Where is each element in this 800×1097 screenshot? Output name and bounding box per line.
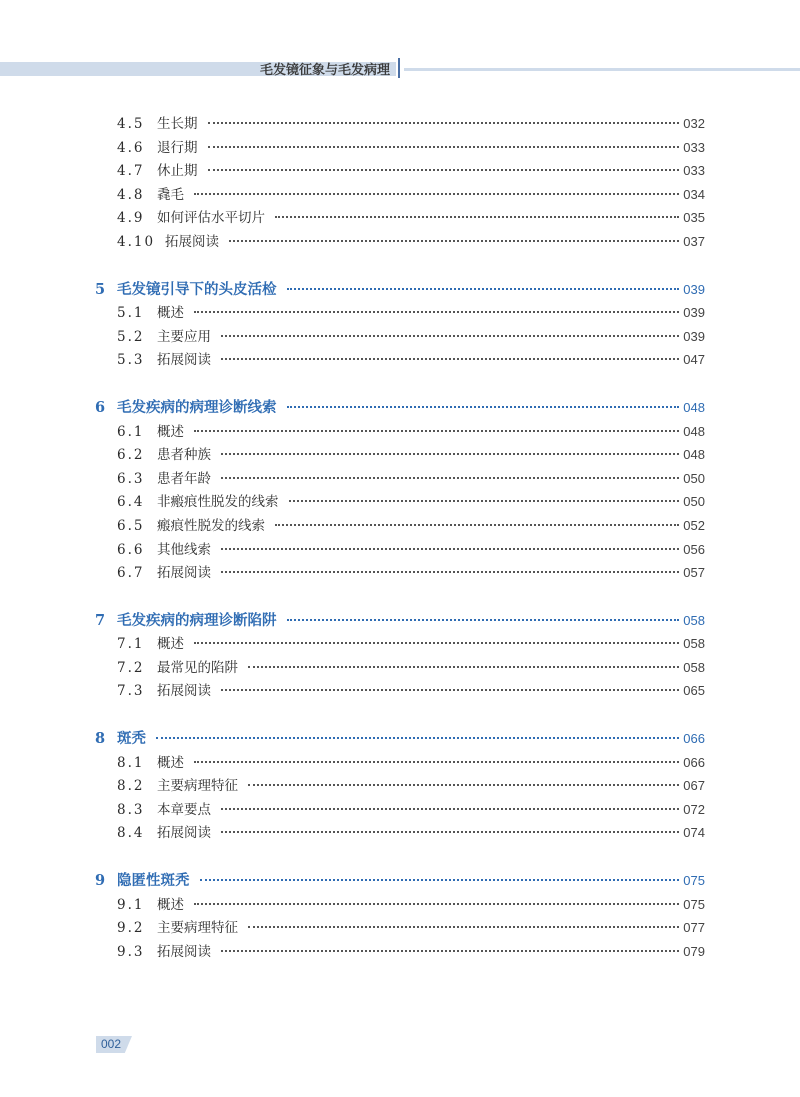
toc-entry-title: 拓展阅读 <box>157 943 211 960</box>
toc-leader-dots <box>156 737 679 739</box>
toc-leader-dots <box>221 358 679 360</box>
toc-entry-title: 本章要点 <box>157 801 211 818</box>
toc-leader-dots <box>194 761 679 763</box>
toc-leader-dots <box>275 216 679 218</box>
toc-entry-title: 拓展阅读 <box>157 352 211 369</box>
toc-entry-number: 4.6 <box>117 139 145 156</box>
toc-entry-page: 075 <box>683 896 705 912</box>
toc-section-entry[interactable] <box>95 159 705 183</box>
toc-entry-page: 033 <box>683 139 705 155</box>
toc-entry-number: 4.10 <box>117 233 156 250</box>
toc-entry-page: 039 <box>683 305 705 321</box>
toc-chapter-entry[interactable] <box>95 396 705 420</box>
toc-leader-dots <box>287 619 680 621</box>
toc-chapter-entry[interactable] <box>95 609 705 633</box>
toc-entry-number: 6.5 <box>117 517 145 534</box>
toc-entry-page: 039 <box>683 328 705 344</box>
toc-entry-title: 生长期 <box>157 116 198 132</box>
toc-entry-title: 如何评估水平切片 <box>157 210 265 227</box>
toc-section-entry[interactable] <box>95 514 705 538</box>
toc-entry-number: 9 <box>95 872 106 890</box>
toc-section-entry[interactable] <box>95 206 705 230</box>
toc-section-entry[interactable] <box>95 821 705 845</box>
toc-section-entry[interactable] <box>95 774 705 798</box>
toc-entry-page: 067 <box>683 778 705 794</box>
header-bar-right <box>404 68 800 71</box>
toc-leader-dots <box>221 950 679 952</box>
toc-entry-title: 毛发疾病的病理诊断线索 <box>117 398 277 416</box>
toc-section-entry[interactable] <box>95 798 705 822</box>
toc-entry-page: 034 <box>683 186 705 202</box>
toc-chapter-entry[interactable] <box>95 278 705 302</box>
toc-leader-dots <box>221 689 679 691</box>
toc-entry-page: 079 <box>683 943 705 959</box>
toc-entry-title: 毳毛 <box>157 186 184 203</box>
toc-entry-page: 058 <box>683 612 705 628</box>
toc-leader-dots <box>289 500 680 502</box>
toc-entry-page: 039 <box>683 281 705 297</box>
toc-entry-number: 8.1 <box>117 754 145 771</box>
toc-leader-dots <box>221 808 679 810</box>
toc-section-entry[interactable] <box>95 112 705 136</box>
toc-entry-title: 其他线索 <box>157 541 211 558</box>
toc-entry-number: 4.7 <box>117 163 145 180</box>
header-separator <box>398 58 400 78</box>
toc-section-entry[interactable] <box>95 656 705 680</box>
toc-entry-number: 4.8 <box>117 186 145 203</box>
toc-entry-number: 6.1 <box>117 423 145 440</box>
toc-entry-title: 最常见的陷阱 <box>157 659 238 676</box>
toc-entry-page: 035 <box>683 210 705 226</box>
toc-leader-dots <box>221 548 679 550</box>
toc-leader-dots <box>275 524 679 526</box>
toc-entry-page: 058 <box>683 659 705 675</box>
toc-leader-dots <box>221 831 679 833</box>
toc-entry-title: 拓展阅读 <box>165 233 219 250</box>
toc-leader-dots <box>194 193 679 195</box>
toc-entry-number: 6.2 <box>117 447 145 464</box>
toc-entry-title: 主要病理特征 <box>157 920 238 937</box>
table-of-contents <box>95 112 705 963</box>
toc-entry-title: 概述 <box>157 754 184 771</box>
toc-entry-page: 048 <box>683 447 705 463</box>
toc-entry-title: 患者种族 <box>157 447 211 464</box>
toc-section-entry[interactable] <box>95 916 705 940</box>
toc-entry-page: 077 <box>683 920 705 936</box>
toc-section-entry[interactable] <box>95 561 705 585</box>
toc-entry-page: 056 <box>683 541 705 557</box>
toc-entry-page: 052 <box>683 517 705 533</box>
toc-entry-number: 5.2 <box>117 328 145 345</box>
toc-section-entry[interactable] <box>95 538 705 562</box>
toc-section-entry[interactable] <box>95 325 705 349</box>
toc-entry-number: 9.3 <box>117 943 145 960</box>
toc-section-entry[interactable] <box>95 183 705 207</box>
toc-entry-number: 8 <box>95 730 106 748</box>
toc-entry-number: 7.1 <box>117 636 145 653</box>
toc-entry-title: 概述 <box>157 636 184 653</box>
toc-entry-page: 058 <box>683 636 705 652</box>
toc-entry-page: 057 <box>683 565 705 581</box>
toc-entry-page: 050 <box>683 494 705 510</box>
toc-chapter-entry[interactable] <box>95 869 705 893</box>
running-header <box>0 58 800 78</box>
toc-chapter-entry[interactable] <box>95 727 705 751</box>
toc-leader-dots <box>221 453 679 455</box>
toc-leader-dots <box>194 642 679 644</box>
toc-entry-number: 5 <box>95 280 106 298</box>
toc-entry-page: 066 <box>683 754 705 770</box>
toc-entry-number: 9.2 <box>117 920 145 937</box>
toc-leader-dots <box>248 784 679 786</box>
header-title: 毛发镜征象与毛发病理 <box>259 63 390 78</box>
toc-entry-title: 毛发镜引导下的头皮活检 <box>117 280 277 298</box>
toc-entry-number: 8.4 <box>117 825 145 842</box>
toc-entry-number: 6.7 <box>117 565 145 582</box>
toc-section-entry[interactable] <box>95 679 705 703</box>
toc-entry-number: 6.6 <box>117 541 145 558</box>
toc-leader-dots <box>208 169 680 171</box>
toc-entry-title: 患者年龄 <box>157 470 211 487</box>
toc-entry-title: 主要应用 <box>157 328 211 345</box>
toc-leader-dots <box>194 903 679 905</box>
toc-entry-number: 6 <box>95 398 106 416</box>
toc-section-entry[interactable] <box>95 751 705 775</box>
toc-entry-title: 主要病理特征 <box>157 778 238 795</box>
footer-page-number: 002 <box>101 1037 122 1051</box>
toc-leader-dots <box>248 666 679 668</box>
toc-entry-number: 6.4 <box>117 494 145 511</box>
toc-entry-page: 050 <box>683 470 705 486</box>
toc-section-entry[interactable] <box>95 420 705 444</box>
toc-entry-title: 退行期 <box>157 139 198 156</box>
toc-leader-dots <box>208 146 680 148</box>
toc-section-entry[interactable] <box>95 467 705 491</box>
toc-leader-dots <box>200 879 680 881</box>
toc-section-entry[interactable] <box>95 136 705 160</box>
toc-leader-dots <box>229 240 679 242</box>
toc-section-entry[interactable] <box>95 893 705 917</box>
toc-entry-number: 5.1 <box>117 305 145 322</box>
toc-entry-page: 066 <box>683 731 705 747</box>
toc-entry-title: 瘢痕性脱发的线索 <box>157 517 265 534</box>
toc-section-entry[interactable] <box>95 348 705 372</box>
toc-entry-title: 隐匿性斑秃 <box>117 872 190 890</box>
toc-entry-number: 8.2 <box>117 778 145 795</box>
toc-entry-page: 033 <box>683 163 705 179</box>
toc-entry-title: 非瘢痕性脱发的线索 <box>157 494 279 511</box>
toc-leader-dots <box>208 122 680 124</box>
toc-entry-page: 072 <box>683 801 705 817</box>
toc-entry-number: 7 <box>95 611 106 629</box>
toc-entry-number: 9.1 <box>117 896 145 913</box>
toc-leader-dots <box>221 571 679 573</box>
toc-entry-number: 6.3 <box>117 470 145 487</box>
toc-entry-page: 048 <box>683 423 705 439</box>
toc-section-entry[interactable] <box>95 443 705 467</box>
toc-section-entry[interactable] <box>95 490 705 514</box>
toc-entry-number: 7.2 <box>117 659 145 676</box>
toc-section-entry[interactable] <box>95 301 705 325</box>
toc-entry-number: 8.3 <box>117 801 145 818</box>
toc-entry-title: 概述 <box>157 423 184 440</box>
toc-entry-page: 065 <box>683 683 705 699</box>
toc-entry-number: 4.5 <box>117 116 145 132</box>
toc-section-entry[interactable] <box>95 940 705 964</box>
toc-leader-dots <box>221 477 679 479</box>
toc-entry-title: 概述 <box>157 305 184 322</box>
toc-entry-title: 概述 <box>157 896 184 913</box>
toc-entry-title: 毛发疾病的病理诊断陷阱 <box>117 611 277 629</box>
toc-section-entry[interactable] <box>95 230 705 254</box>
toc-entry-title: 拓展阅读 <box>157 683 211 700</box>
toc-leader-dots <box>221 335 679 337</box>
toc-leader-dots <box>194 430 679 432</box>
toc-entry-page: 074 <box>683 825 705 841</box>
toc-entry-page: 075 <box>683 873 705 889</box>
toc-leader-dots <box>194 311 679 313</box>
toc-leader-dots <box>248 926 679 928</box>
toc-leader-dots <box>287 288 680 290</box>
toc-entry-number: 4.9 <box>117 210 145 227</box>
toc-entry-title: 拓展阅读 <box>157 565 211 582</box>
toc-section-entry[interactable] <box>95 632 705 656</box>
toc-entry-page: 048 <box>683 399 705 415</box>
toc-entry-title: 休止期 <box>157 163 198 180</box>
toc-leader-dots <box>287 406 680 408</box>
toc-entry-page: 047 <box>683 352 705 368</box>
toc-entry-page: 032 <box>683 116 705 131</box>
toc-entry-number: 5.3 <box>117 352 145 369</box>
toc-entry-title: 斑秃 <box>117 730 146 748</box>
toc-entry-number: 7.3 <box>117 683 145 700</box>
toc-entry-title: 拓展阅读 <box>157 825 211 842</box>
toc-entry-page: 037 <box>683 233 705 249</box>
